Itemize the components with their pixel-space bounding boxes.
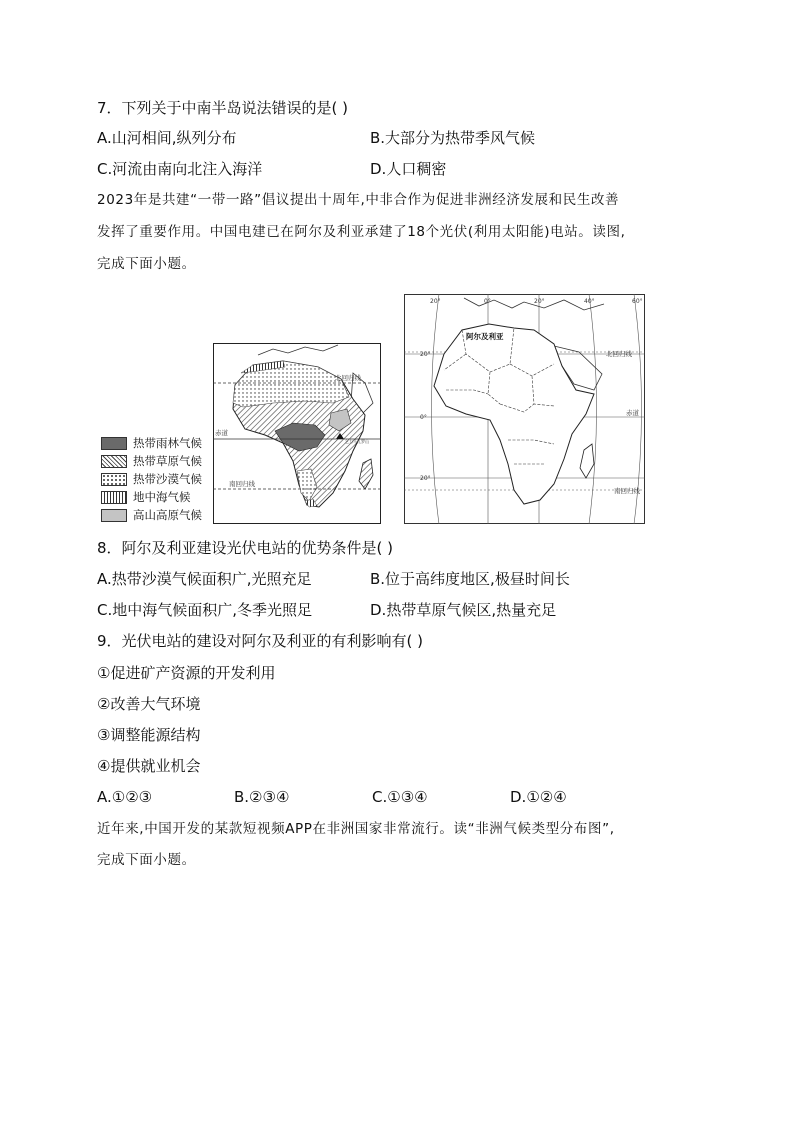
intro1-line1: 2023年是共建“一带一路”倡议提出十周年,中非合作为促进非洲经济发展和民生改善 [97,192,620,208]
rainforest-swatch [101,437,127,450]
map1-mountain-label: 乞力马扎罗山 [345,439,369,444]
map2-equator: 赤道 [626,409,639,417]
q9-item-3: ③调整能源结构 [97,726,201,744]
legend-item-highland: 高山高原气候 [101,508,241,524]
legend-item-savanna: 热带草原气候 [101,454,241,470]
intro2-line2: 完成下面小题。 [97,852,196,868]
map2-tropic-north: 北回归线 [606,350,632,358]
q8-option-a: A.热带沙漠气候面积广,光照充足 [97,570,312,588]
lon-label-20e: 20° [534,298,545,305]
map2-tropic-south: 南回归线 [614,487,640,495]
q7-stem: 7．下列关于中南半岛说法错误的是( ) [97,99,349,117]
legend-item-rainforest: 热带雨林气候 [101,436,241,452]
africa-outline-map [404,294,645,524]
lon-label-40e: 40° [584,298,595,305]
map1-tropic-south: 南回归线 [229,480,255,488]
highland-swatch [101,509,127,522]
desert-swatch [101,473,127,486]
intro1-line2: 发挥了重要作用。中国电建已在阿尔及利亚承建了18个光伏(利用太阳能)电站。读图, [97,224,626,240]
legend-item-mediterranean: 地中海气候 [101,490,241,506]
q9-item-4: ④提供就业机会 [97,757,201,775]
africa-climate-map [213,343,381,524]
mediterranean-swatch [101,491,127,504]
lon-label-0: 0° [484,298,491,305]
map1-tropic-north: 北回归线 [335,374,361,382]
q9-option-b: B.②③④ [234,788,290,806]
q7-option-b: B.大部分为热带季风气候 [370,129,536,147]
q9-stem: 9．光伏电站的建设对阿尔及利亚的有利影响有( ) [97,632,424,650]
map1-equator: 赤道 [215,429,228,437]
lat-label-0: 0° [420,414,427,421]
savanna-swatch [101,455,127,468]
q9-item-1: ①促进矿产资源的开发利用 [97,664,276,682]
q8-option-d: D.热带草原气候区,热量充足 [370,601,557,619]
q9-option-a: A.①②③ [97,788,153,806]
q9-option-d: D.①②④ [510,788,567,806]
map2-country-label: 阿尔及利亚 [466,332,504,341]
q9-item-2: ②改善大气环境 [97,695,201,713]
q7-option-a: A.山河相间,纵列分布 [97,129,237,147]
lon-label-20w: 20° [430,298,441,305]
lat-label-20n: 20° [420,351,431,358]
lat-label-20s: 20° [420,475,431,482]
q7-option-c: C.河流由南向北注入海洋 [97,160,263,178]
legend-item-desert: 热带沙漠气候 [101,472,241,488]
q8-option-c: C.地中海气候面积广,冬季光照足 [97,601,313,619]
intro2-line1: 近年来,中国开发的某款短视频APP在非洲国家非常流行。读“非洲气候类型分布图”, [97,821,615,837]
intro1-line3: 完成下面小题。 [97,256,196,272]
q9-option-c: C.①③④ [372,788,428,806]
q8-option-b: B.位于高纬度地区,极昼时间长 [370,570,570,588]
q8-stem: 8．阿尔及利亚建设光伏电站的优势条件是( ) [97,539,394,557]
q7-option-d: D.人口稠密 [370,160,447,178]
lon-label-60e: 60° [632,298,643,305]
